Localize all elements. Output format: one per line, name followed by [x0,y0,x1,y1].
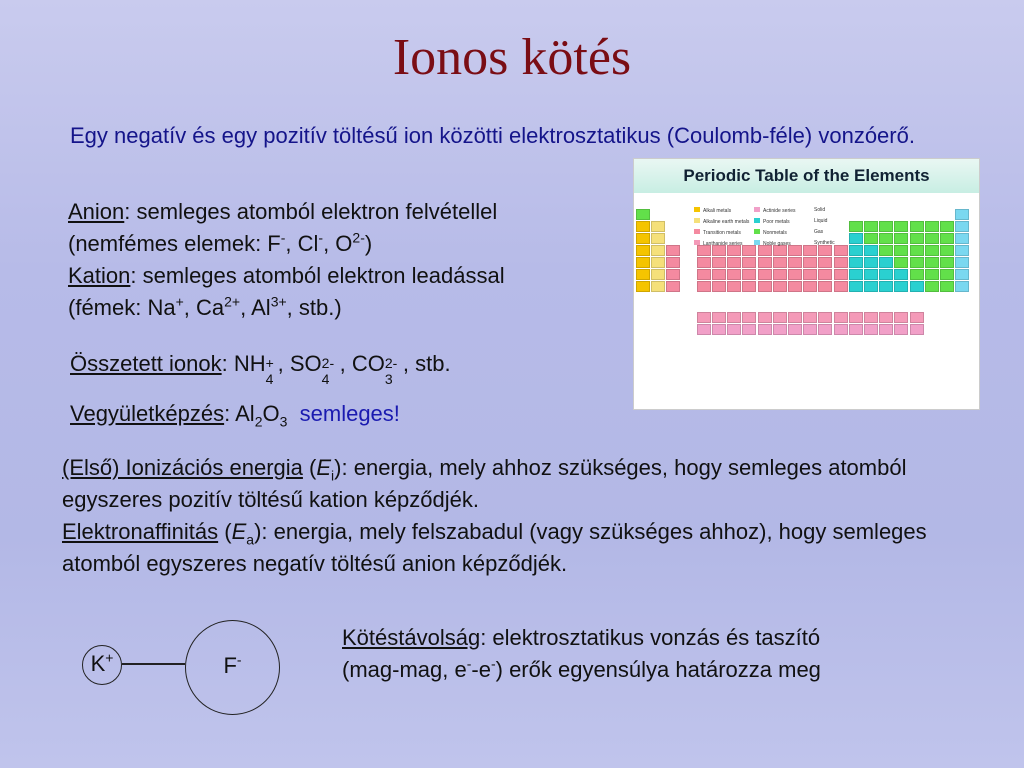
element-cell [925,221,939,232]
element-cell [879,312,893,323]
kotestav-mag: (mag-mag, e [342,657,467,682]
element-cell [834,312,848,323]
element-cell [727,324,741,335]
kation-examples: (fémek: Na [68,295,176,320]
co-sub: 3 [384,371,393,387]
element-cell [910,233,924,244]
element-cell [955,269,969,280]
element-cell [955,221,969,232]
osszetett-tail: , stb. [402,351,451,376]
ca-charge: 2+ [224,293,241,310]
element-cell [651,257,665,268]
k-ion-circle [82,645,122,685]
element-cell [955,281,969,292]
state-legend-item: Solid [814,207,826,213]
element-cell [773,269,787,280]
element-cell [773,324,787,335]
element-cell [879,233,893,244]
element-cell [636,245,650,256]
element-cell [879,257,893,268]
kotestav-line1 [342,622,992,654]
ionizacio-text: ): energia, mely ahhoz szükséges, hogy semleges atomból egyszeres pozitív töltésű kation képződjék. [62,455,907,512]
element-cell [758,324,772,335]
anion-line2 [68,228,628,260]
bond-line [122,663,185,665]
f-ion-circle [185,620,280,715]
nh-charge: + [265,355,274,371]
element-cell [666,257,680,268]
element-cell [910,221,924,232]
element-cell [651,269,665,280]
vegyulet-term: Vegyületképzés [70,401,225,426]
element-cell [834,257,848,268]
element-cell [636,257,650,268]
element-cell [879,221,893,232]
kotestavolsag-block [342,622,992,686]
co-label: , CO [339,351,385,376]
so-sub: 4 [321,371,330,387]
k-charge: + [105,649,114,666]
element-cell [636,281,650,292]
element-cell [834,269,848,280]
element-cell [742,257,756,268]
kotestav-rest: ) erők egyensúlya határozza meg [495,657,821,682]
al-formula: : Al [224,401,255,426]
element-cell [849,324,863,335]
o-formula: O [262,401,280,426]
element-cell [636,209,650,220]
element-cell [864,221,878,232]
osszetett-term: Összetett ionok [70,351,222,376]
element-cell [849,281,863,292]
state-legend-item: Gas [814,229,824,235]
ionizacio-open: ( [302,455,317,480]
f-ion-charge: - [236,651,242,668]
e-charge-2: - [490,655,496,672]
element-cell [818,324,832,335]
k-label: K [90,651,106,676]
element-cell [910,281,924,292]
element-cell [894,233,908,244]
anion-text: : semleges atomból elektron felvétellel [124,199,498,224]
element-cell [864,269,878,280]
state-legend-item: Liquid [814,218,828,224]
affinitas-sub: a [246,531,255,548]
affinitas-para [62,516,992,580]
element-cell [894,281,908,292]
ionizacio-term: (Első) Ionizációs energia [62,455,303,480]
element-cell [666,245,680,256]
element-cell [910,312,924,323]
element-cell [940,221,954,232]
o-label: , O [323,231,353,256]
legend-item: Poor metals [754,218,790,225]
anion-term: Anion [68,199,125,224]
f-label: F [223,653,237,678]
element-cell [864,257,878,268]
element-cell [727,312,741,323]
element-cell [849,245,863,256]
kation-text: : semleges atomból elektron leadással [130,263,505,288]
element-cell [803,281,817,292]
element-cell [955,257,969,268]
element-cell [788,312,802,323]
al-label: , Al [240,295,271,320]
element-cell [697,269,711,280]
f-charge: - [280,229,286,246]
element-cell [651,281,665,292]
element-cell [910,245,924,256]
element-cell [910,269,924,280]
element-cell [925,281,939,292]
element-cell [712,269,726,280]
element-cell [758,281,772,292]
element-cell [758,257,772,268]
affinitas-term: Elektronaffinitás [62,519,219,544]
intro-text: Egy negatív és egy pozitív töltésű ion közötti elektrosztatikus (Coulomb-féle) vonzóerő. [70,123,915,148]
element-cell [925,269,939,280]
affinitas-open: ( [218,519,232,544]
kotestav-text: : elektrosztatikus vonzás és taszító [480,625,821,650]
element-cell [879,281,893,292]
element-cell [788,269,802,280]
o-sub: 3 [279,413,288,430]
ionizacio-sub: i [331,467,335,484]
element-cell [864,245,878,256]
element-cell [803,257,817,268]
al-sub: 2 [254,413,263,430]
element-cell [712,324,726,335]
slide-title: Ionos kötés [392,29,632,86]
element-cell [697,324,711,335]
so-charge: 2- [321,355,335,371]
legend-item: Noble gases [754,240,791,247]
ionizacio-symbol: E [316,455,332,480]
element-cell [864,324,878,335]
element-cell [864,312,878,323]
so-index [321,353,340,387]
semleges-note: semleges! [299,401,400,426]
element-cell [803,324,817,335]
element-cell [849,269,863,280]
energia-block [62,452,992,580]
periodic-table-title: Periodic Table of the Elements [634,159,979,193]
element-cell [864,281,878,292]
element-cell [788,257,802,268]
anion-examples: (nemfémes elemek: F [68,231,281,256]
ionizacio-para [62,452,992,516]
element-cell [697,312,711,323]
na-charge: + [175,293,184,310]
kotestav-e: -e [471,657,491,682]
nh-index [265,353,278,387]
element-cell [925,257,939,268]
element-cell [803,245,817,256]
affinitas-symbol: E [231,519,247,544]
element-cell [651,221,665,232]
element-cell [834,245,848,256]
nh-sub: 4 [265,371,274,387]
element-cell [742,324,756,335]
element-cell [636,221,650,232]
element-cell [940,269,954,280]
element-cell [727,281,741,292]
element-cell [818,269,832,280]
element-cell [727,269,741,280]
element-cell [879,324,893,335]
co-index [384,353,403,387]
element-cell [925,245,939,256]
element-cell [879,245,893,256]
periodic-table-image [633,158,980,410]
element-cell [773,312,787,323]
element-cell [955,233,969,244]
element-cell [803,269,817,280]
element-cell [636,269,650,280]
element-cell [910,324,924,335]
element-cell [925,233,939,244]
so-label: , SO [277,351,322,376]
element-cell [803,312,817,323]
legend-item: Transition metals [694,229,741,236]
legend-item: Alkaline earth metals [694,218,749,225]
element-cell [727,257,741,268]
element-cell [834,281,848,292]
element-cell [742,312,756,323]
kation-line2 [68,292,628,324]
element-cell [940,281,954,292]
element-cell [818,312,832,323]
cl-charge: - [318,229,324,246]
element-cell [697,281,711,292]
element-cell [940,245,954,256]
element-cell [742,269,756,280]
element-cell [849,233,863,244]
element-cell [955,209,969,220]
element-cell [894,257,908,268]
element-cell [910,257,924,268]
e-charge-1: - [466,655,472,672]
element-cell [894,269,908,280]
kation-line1 [68,260,628,292]
element-cell [818,245,832,256]
ion-diagram [70,615,310,715]
element-cell [788,324,802,335]
element-cell [773,281,787,292]
anion-kation-block [68,196,628,324]
element-cell [666,269,680,280]
element-cell [879,269,893,280]
element-cell [849,257,863,268]
element-cell [651,233,665,244]
element-cell [849,221,863,232]
kation-tail: , stb.) [286,295,342,320]
element-cell [894,245,908,256]
element-cell [940,233,954,244]
element-cell [849,312,863,323]
element-cell [697,257,711,268]
al-charge: 3+ [270,293,287,310]
kotestav-line2 [342,654,992,686]
anion-close: ) [364,231,373,256]
element-cell [894,312,908,323]
element-cell [636,233,650,244]
co-charge: 2- [384,355,398,371]
kotestav-term: Kötéstávolság [342,625,481,650]
element-cell [712,257,726,268]
element-cell [758,269,772,280]
element-cell [834,324,848,335]
element-cell [758,312,772,323]
cl-label: , Cl [285,231,319,256]
nh-label: : NH [221,351,266,376]
legend-item: Nonmetals [754,229,787,236]
legend-item: Lanthanide series [694,240,742,247]
ca-label: , Ca [183,295,225,320]
element-cell [712,281,726,292]
element-cell [712,312,726,323]
vegyuletkepzes-line [70,398,630,430]
state-legend-item: Synthetic [814,240,835,246]
element-cell [666,281,680,292]
element-cell [894,324,908,335]
element-cell [864,233,878,244]
o-charge: 2- [352,229,365,246]
element-cell [818,257,832,268]
element-cell [773,257,787,268]
affinitas-text: ): energia, mely felszabadul (vagy szükséges ahhoz), hogy semleges atomból egyszeres negatív töltésű anion képződjék. [62,519,927,576]
legend-item: Actinide series [754,207,796,214]
element-cell [894,221,908,232]
element-cell [818,281,832,292]
element-cell [788,281,802,292]
anion-line1 [68,196,628,228]
element-cell [940,257,954,268]
osszetett-ionok-line [70,348,630,387]
element-cell [955,245,969,256]
element-cell [651,245,665,256]
element-cell [742,281,756,292]
legend-item: Alkali metals [694,207,731,214]
kation-term: Kation [68,263,131,288]
